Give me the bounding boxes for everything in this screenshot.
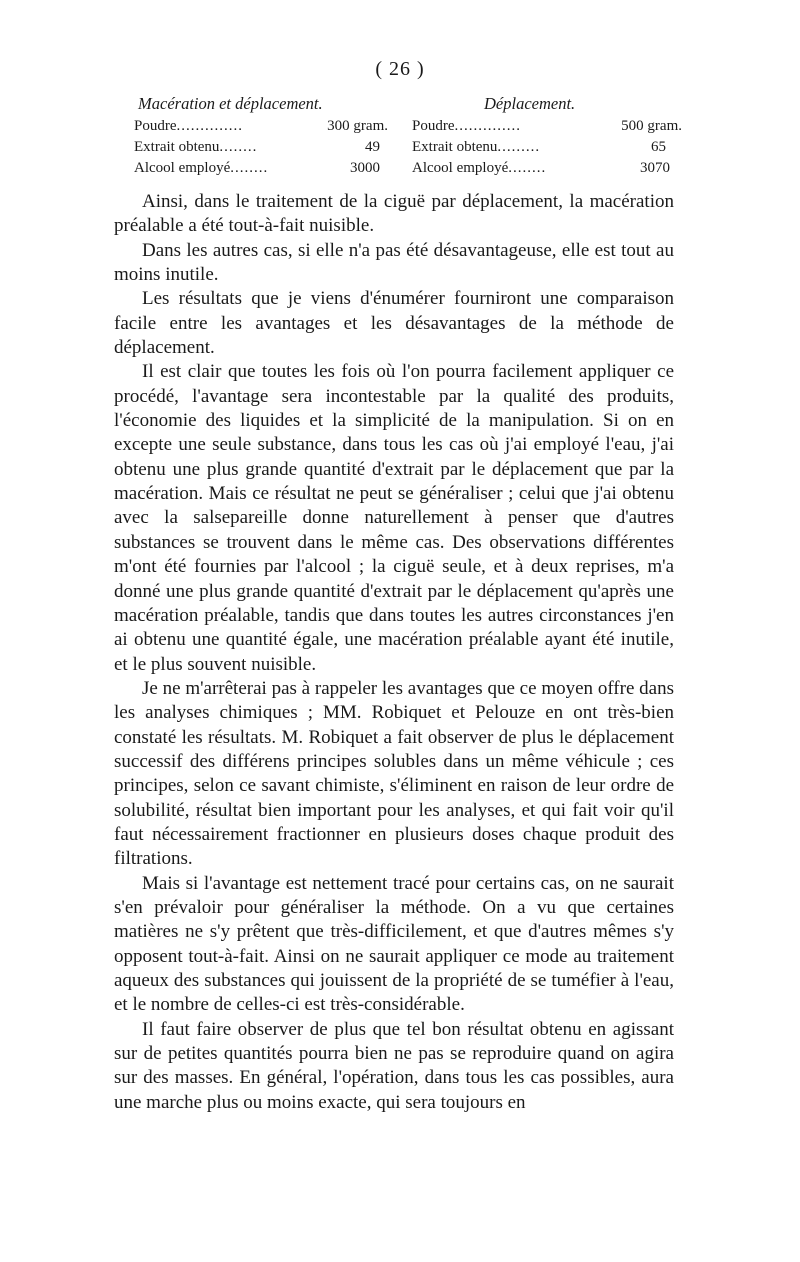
row-label: Alcool employé........: [412, 160, 547, 176]
row-label: Extrait obtenu.........: [412, 139, 541, 155]
table-row: [134, 137, 394, 158]
table-deplacement: [412, 92, 682, 179]
paragraph: Les résultats que je viens d'énumérer fourniront une comparaison facile entre les avantages et les désavantages de la méthode de déplacement.: [114, 288, 674, 359]
row-value: 65: [651, 139, 666, 155]
row-label: Poudre..............: [412, 118, 521, 134]
table-row: [412, 158, 672, 179]
row-label: Extrait obtenu........: [134, 139, 258, 155]
body-text: [114, 190, 674, 1115]
paragraph: Il faut faire observer de plus que tel bon résultat obtenu en agissant sur de petites quantités pourra bien ne pas se reproduire quand on agira sur des masses. En général, l'opération, dans tous les cas possibles, aura une marche plus ou moins exacte, qui sera toujours en: [114, 1018, 674, 1113]
row-value: 3000: [350, 160, 380, 176]
paragraph: Mais si l'avantage est nettement tracé pour certains cas, on ne saurait s'en prévaloir pour généraliser la méthode. On a vu que certaines matières ne s'y prêtent que très-difficilement, et que d'autres mêmes s'y opposent tout-à-fait. Ainsi on ne saurait appliquer ce mode au traitement aqueux des substances qui jouissent de la propriété de se tuméfier à l'eau, et le nombre de celles-ci est très-considérable.: [114, 872, 674, 1016]
table-title: Macération et déplacement.: [138, 94, 323, 113]
row-value: 500 gram.: [621, 118, 682, 134]
row-value: 49: [365, 139, 380, 155]
table-title: Déplacement.: [484, 94, 576, 113]
page-number: ( 26 ): [375, 58, 425, 80]
paragraph: Ainsi, dans le traitement de la ciguë par déplacement, la macération préalable a été tout-à-fait nuisible.: [114, 191, 674, 237]
paragraph: Dans les autres cas, si elle n'a pas été désavantageuse, elle est tout au moins inutile.: [114, 239, 674, 286]
table-maceration-deplacement: [134, 92, 394, 179]
table-row: [134, 158, 394, 179]
comparison-tables: [134, 92, 682, 187]
row-value: 300 gram.: [327, 118, 388, 134]
paragraph: Je ne m'arrêterai pas à rappeler les avantages que ce moyen offre dans les analyses chimiques ; MM. Robiquet et Pelouze en ont très-bien constaté les résultats. M. Robiquet a fait observer de plus le déplacement successif des différens principes solubles dans un même véhicule ; ces principes, selon ce savant chimiste, s'éliminent en raison de leur ordre de solubilité, résultat bien important pour les analyses, et qui fait voir qu'il faut nécessairement fractionner en plusieurs doses chaque produit des filtrations.: [114, 677, 674, 870]
table-row: [134, 116, 394, 137]
paragraph: Il est clair que toutes les fois où l'on pourra facilement appliquer ce procédé, l'avantage sera incontestable par la qualité des produits, l'économie des liquides et la simplicité de la manipulation. Si on en excepte une seule substance, dans tous les cas où j'ai employé l'eau, j'ai obtenu une plus grande quantité d'extrait par le déplacement que par la macération. Mais ce résultat ne peut se généraliser ; celui que j'ai obtenu avec la salsepareille donne naturellement à penser que d'autres substances se trouvent dans le même cas. Des observations différentes m'ont été fournies par l'alcool ; la ciguë seule, et à deux reprises, m'a donné une plus grande quantité d'extrait par le déplacement qu'après une macération préalable, tandis que dans toutes les autres circonstances j'en ai obtenu une quantité égale, une macération préalable ayant été inutile, et le plus souvent nuisible.: [114, 361, 674, 675]
row-label: Poudre..............: [134, 118, 243, 134]
table-row: [412, 137, 672, 158]
row-value: 3070: [640, 160, 670, 176]
row-label: Alcool employé........: [134, 160, 269, 176]
table-row: [412, 116, 682, 137]
